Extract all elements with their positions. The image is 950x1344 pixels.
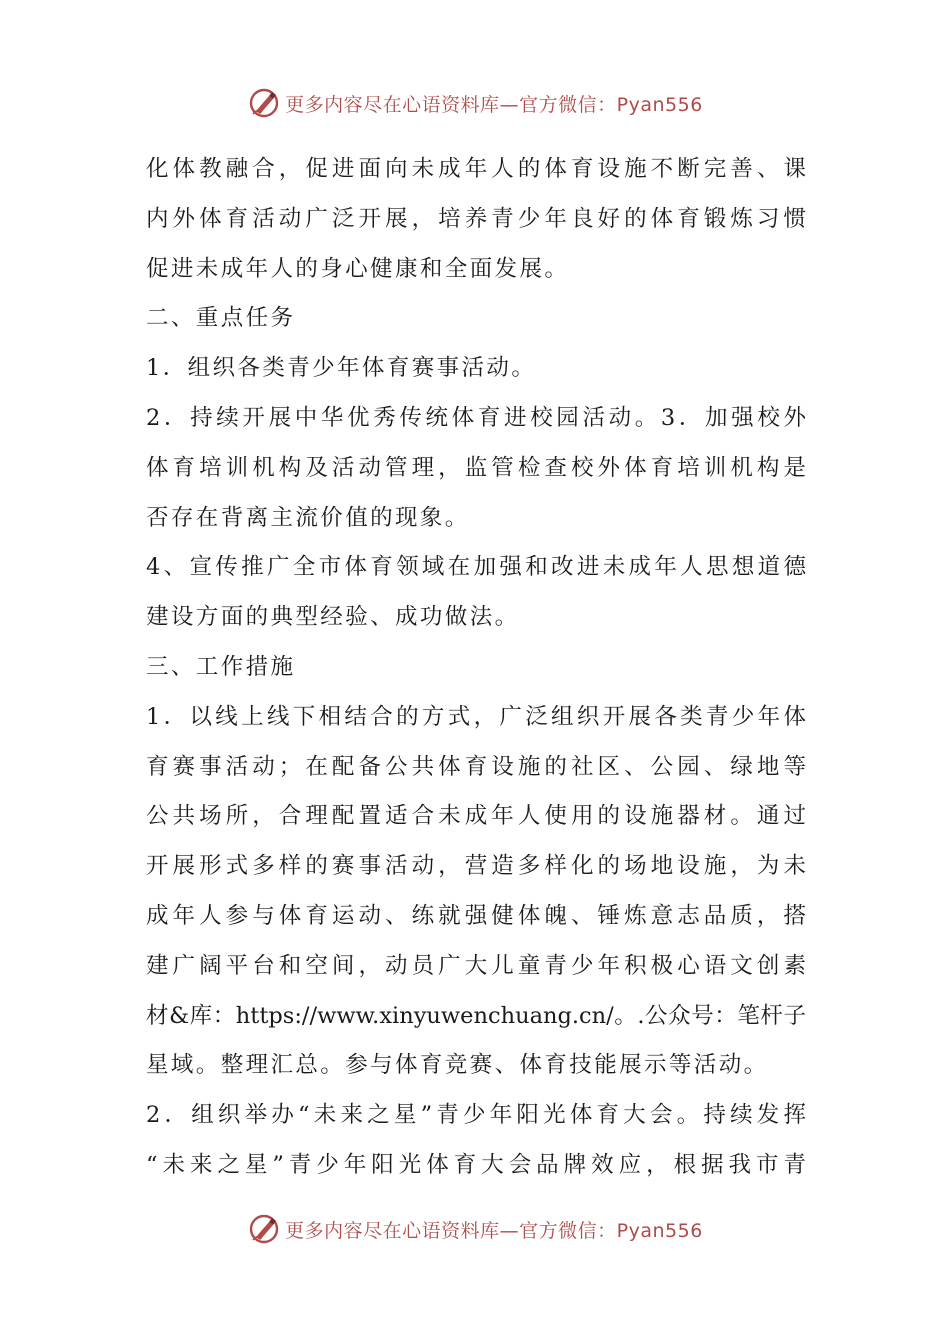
pen-logo-icon <box>247 86 281 120</box>
body-line: 促进未成年人的身心健康和全面发展。 <box>146 255 570 282</box>
section-heading: 三、工作措施 <box>146 653 296 680</box>
body-line: 星域。整理汇总。参与体育竞赛、体育技能展示等活动。 <box>146 1052 769 1079</box>
body-line: 内外体育活动广泛开展，培养青少年良好的体育锻炼习惯 <box>146 205 806 232</box>
body-line: 建设方面的典型经验、成功做法。 <box>146 604 520 631</box>
body-line: 2．组织举办“未来之星”青少年阳光体育大会。持续发挥 <box>146 1102 806 1129</box>
body-line: 材&库：https://www.xinyuwenchuang.cn/。.公众号：笔杆子 <box>146 1002 806 1029</box>
body-line: 4、宣传推广全市体育领域在加强和改进未成年人思想道德 <box>146 554 806 581</box>
header-watermark-banner <box>0 83 950 123</box>
body-line: 成年人参与体育运动、练就强健体魄、锤炼意志品质，搭 <box>146 902 806 929</box>
pen-logo-icon <box>247 1212 281 1246</box>
document-body <box>146 145 806 1191</box>
body-line: 否存在背离主流价值的现象。 <box>146 504 470 531</box>
watermark-text: 更多内容尽在心语资料库—官方微信：Pyan556 <box>285 93 703 116</box>
footer-watermark-banner <box>0 1209 950 1249</box>
body-line: 体育培训机构及活动管理，监管检查校外体育培训机构是 <box>146 454 806 481</box>
watermark-text: 更多内容尽在心语资料库—官方微信：Pyan556 <box>285 1219 703 1242</box>
body-line: 1．组织各类青少年体育赛事活动。 <box>146 355 537 382</box>
body-line: 建广阔平台和空间，动员广大儿童青少年积极心语文创素 <box>146 952 806 979</box>
body-line: “未来之星”青少年阳光体育大会品牌效应，根据我市青 <box>146 1151 806 1178</box>
section-heading: 二、重点任务 <box>146 305 296 332</box>
body-line: 开展形式多样的赛事活动，营造多样化的场地设施，为未 <box>146 853 806 880</box>
body-line: 化体教融合，促进面向未成年人的体育设施不断完善、课 <box>146 156 806 182</box>
body-line: 1．以线上线下相结合的方式，广泛组织开展各类青少年体 <box>146 703 806 730</box>
body-line: 公共场所，合理配置适合未成年人使用的设施器材。通过 <box>146 803 806 830</box>
body-line: 2．持续开展中华优秀传统体育进校园活动。3．加强校外 <box>146 404 806 431</box>
body-line: 育赛事活动；在配备公共体育设施的社区、公园、绿地等 <box>146 753 806 780</box>
